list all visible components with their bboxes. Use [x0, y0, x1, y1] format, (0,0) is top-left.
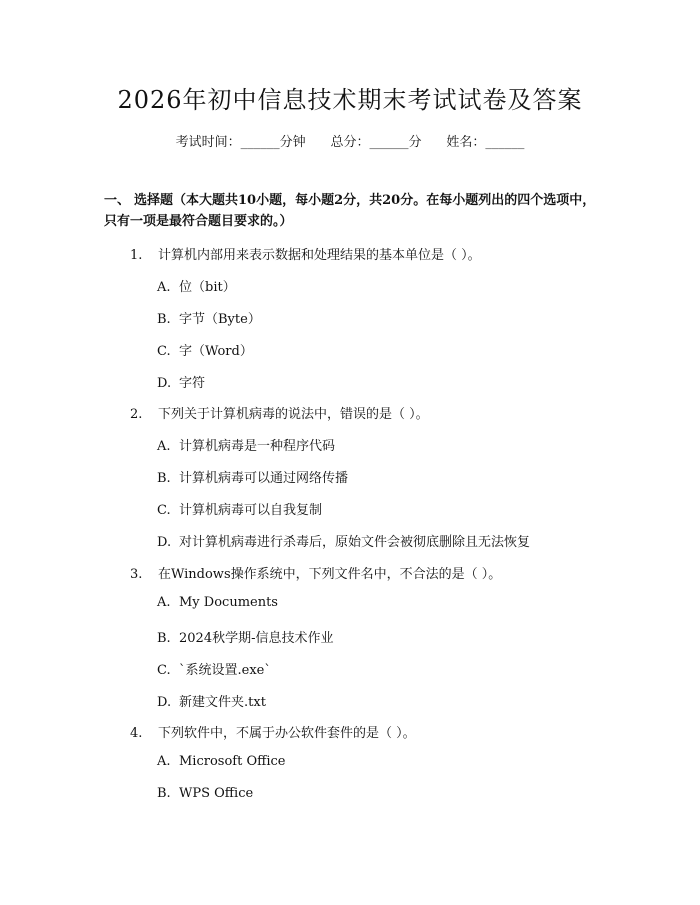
option-text: 对计算机病毒进行杀毒后，原始文件会被彻底删除且无法恢复	[179, 535, 531, 550]
option-letter: A.	[157, 439, 171, 454]
time-blank: ______分钟	[240, 135, 306, 150]
option-text: Microsoft Office	[179, 754, 286, 769]
option-text: WPS Office	[179, 786, 254, 801]
question-number: 2.	[130, 407, 143, 422]
option-letter: A.	[157, 280, 171, 295]
option	[157, 467, 348, 486]
option-text: 字符	[179, 376, 206, 391]
option-letter: D.	[157, 376, 172, 391]
option-text: 新建文件夹.txt	[179, 695, 266, 710]
option	[157, 531, 530, 550]
option-letter: A.	[157, 754, 171, 769]
option	[157, 627, 333, 646]
option-letter: C.	[157, 663, 171, 678]
option-letter: B.	[157, 471, 171, 486]
option	[157, 435, 335, 454]
option-letter: C.	[157, 344, 171, 359]
option	[157, 659, 271, 678]
name-blank: ______	[485, 135, 525, 150]
question	[130, 403, 429, 422]
score-label: 总分：	[330, 135, 370, 150]
option-letter: D.	[157, 695, 172, 710]
page-title: 2026年初中信息技术期末考试试卷及答案	[117, 86, 583, 114]
question-number: 3.	[130, 567, 143, 582]
question-text: 下列关于计算机病毒的说法中，错误的是（ ）。	[158, 407, 429, 422]
question-text: 计算机内部用来表示数据和处理结果的基本单位是（ ）。	[158, 248, 481, 263]
option-text: 计算机病毒可以自我复制	[179, 503, 323, 518]
option-letter: D.	[157, 535, 172, 550]
question-text: 下列软件中，不属于办公软件套件的是（ ）。	[158, 726, 416, 741]
option	[157, 276, 236, 295]
time-label: 考试时间：	[175, 135, 241, 150]
question	[130, 563, 501, 582]
question-number: 1.	[130, 248, 143, 263]
option	[157, 372, 205, 391]
option-letter: B.	[157, 786, 171, 801]
score-blank: ______分	[369, 135, 422, 150]
option	[157, 691, 266, 710]
option-text: 计算机病毒是一种程序代码	[179, 439, 336, 454]
option	[157, 595, 278, 610]
option-text: 字（Word）	[179, 344, 253, 359]
section-number: 一、	[104, 193, 131, 208]
option-text: My Documents	[179, 595, 278, 610]
option-text: 字节（Byte）	[179, 312, 261, 327]
option	[157, 340, 253, 359]
option-letter: B.	[157, 631, 171, 646]
option	[157, 786, 253, 801]
name-label: 姓名：	[446, 135, 486, 150]
option	[157, 308, 261, 327]
question-text: 在Windows操作系统中，下列文件名中，不合法的是（ ）。	[158, 567, 502, 582]
option	[157, 499, 322, 518]
exam-meta	[0, 131, 700, 150]
question	[130, 244, 481, 263]
option-text: 位（bit）	[179, 280, 236, 295]
option-text: 2024秋学期-信息技术作业	[179, 631, 334, 646]
option-text: `系统设置.exe`	[179, 663, 271, 678]
option	[157, 754, 285, 769]
option-letter: B.	[157, 312, 171, 327]
section-text: 选择题（本大题共10小题，每小题2分，共20分。在每小题列出的四个选项中，只有一项是最符合题目要求的。）	[104, 193, 596, 229]
question	[130, 722, 416, 741]
option-letter: A.	[157, 595, 171, 610]
option-text: 计算机病毒可以通过网络传播	[179, 471, 349, 486]
option-letter: C.	[157, 503, 171, 518]
question-number: 4.	[130, 726, 143, 741]
section-heading	[104, 190, 604, 232]
